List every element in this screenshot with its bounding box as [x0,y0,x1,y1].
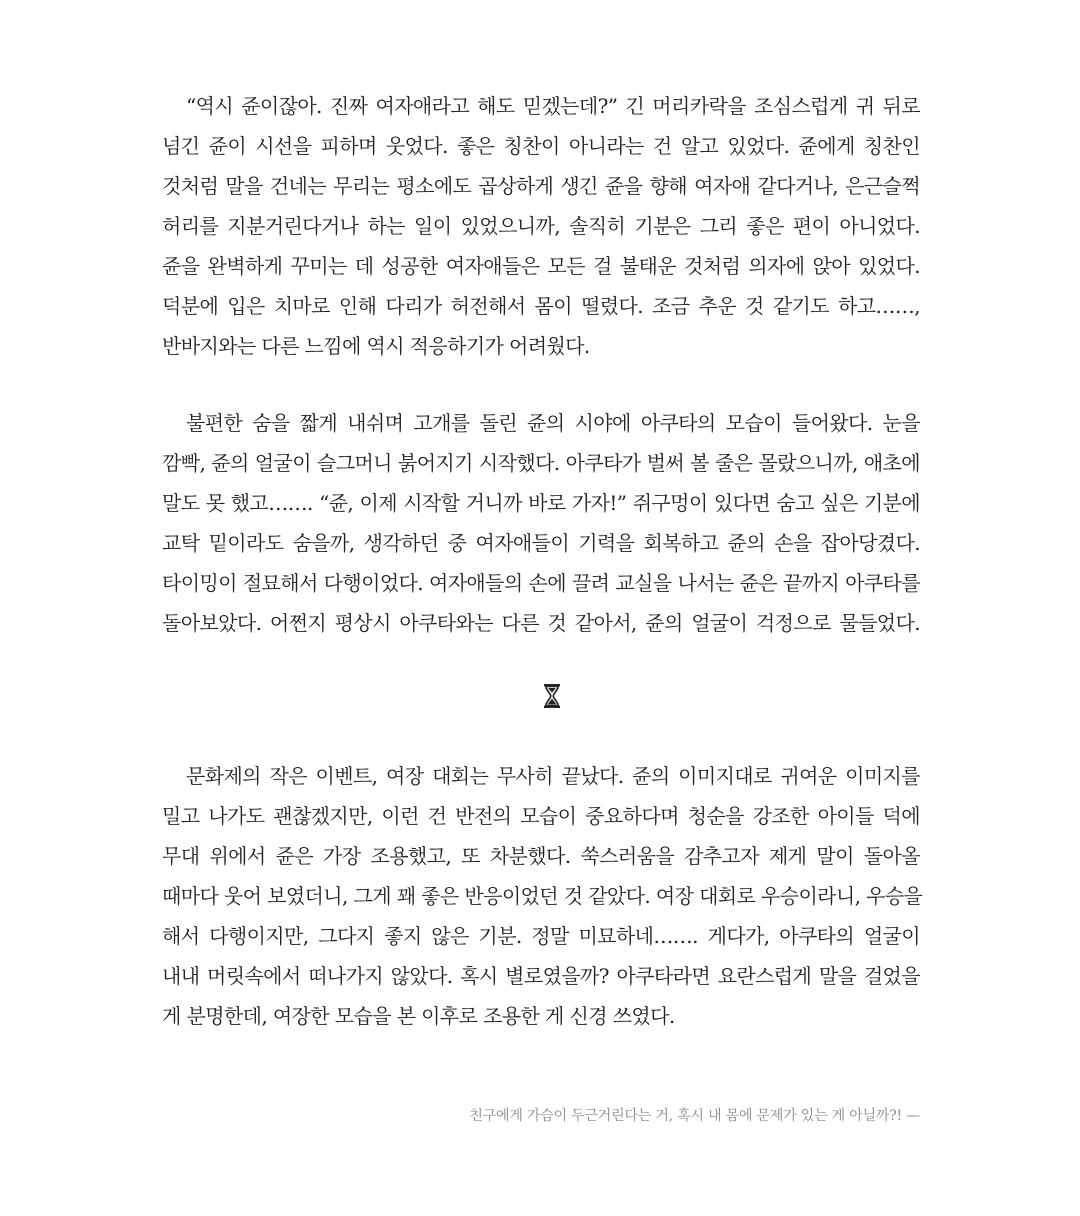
paragraph-line: 문화제의 작은 이벤트, 여장 대회는 무사히 끝났다. 쥰의 이미지대로 귀여운 이미지를 [186,764,920,788]
paragraph-line: 반바지와는 다른 느낌에 역시 적응하기가 어려웠다. [162,334,590,358]
paragraph-line: 덕분에 입은 치마로 인해 다리가 허전해서 몸이 떨렸다. 조금 추운 것 같기도 하고……, [162,294,920,318]
hourglass-icon [542,683,562,709]
paragraph-1 [162,86,920,366]
paragraph-line: 돌아보았다. 어쩐지 평상시 아쿠타와는 다른 것 같아서, 쥰의 얼굴이 걱정으로 물들었다. [162,611,920,635]
running-footer-title: 친구에게 가슴이 두근거린다는 거, 혹시 내 몸에 문제가 있는 게 아닐까?! — [469,1108,920,1124]
paragraph-line: 넘긴 쥰이 시선을 피하며 웃었다. 좋은 칭찬이 아니라는 건 알고 있었다. 쥰에게 칭찬인 [162,134,920,158]
paragraph-line: 무대 위에서 쥰은 가장 조용했고, 또 차분했다. 쑥스러움을 감추고자 제게 말이 돌아올 [162,844,920,868]
paragraph-line: 내내 머릿속에서 떠나가지 않았다. 혹시 별로였을까? 아쿠타라면 요란스럽게 말을 걸었을 [162,964,920,988]
paragraph-line: “역시 쥰이잖아. 진짜 여자애라고 해도 믿겠는데?” 긴 머리카락을 조심스럽게 귀 뒤로 [186,94,920,118]
paragraph-line: 때마다 웃어 보였더니, 그게 꽤 좋은 반응이었던 것 같았다. 여장 대회로 우승이라니, 우승을 [162,884,923,908]
paragraph-line: 말도 못 했고……. “쥰, 이제 시작할 거니까 바로 가자!” 쥐구멍이 있다면 숨고 싶은 기분에 [162,491,920,515]
paragraph-line: 것처럼 말을 건네는 무리는 평소에도 곱상하게 생긴 쥰을 향해 여자애 같다거나, 은근슬쩍 [162,174,920,198]
paragraph-line: 허리를 지분거린다거나 하는 일이 있었으니까, 솔직히 기분은 그리 좋은 편이 아니었다. [162,214,920,238]
paragraph-line: 해서 다행이지만, 그다지 좋지 않은 기분. 정말 미묘하네……. 게다가, 아쿠타의 얼굴이 [162,924,920,948]
paragraph-3 [162,756,923,1036]
paragraph-line: 불편한 숨을 짧게 내쉬며 고개를 돌린 쥰의 시야에 아쿠타의 모습이 들어왔다. 눈을 [186,411,920,435]
paragraph-line: 교탁 밑이라도 숨을까, 생각하던 중 여자애들이 기력을 회복하고 쥰의 손을 잡아당겼다. [162,531,920,555]
paragraph-line: 타이밍이 절묘해서 다행이었다. 여자애들의 손에 끌려 교실을 나서는 쥰은 끝까지 아쿠타를 [162,571,920,595]
paragraph-line: 쥰을 완벽하게 꾸미는 데 성공한 여자애들은 모든 걸 불태운 것처럼 의자에 앉아 있었다. [162,254,920,278]
paragraph-line: 깜빡, 쥰의 얼굴이 슬그머니 붉어지기 시작했다. 아쿠타가 벌써 볼 줄은 몰랐으니까, 애초에 [162,451,920,475]
paragraph-line: 게 분명한데, 여장한 모습을 본 이후로 조용한 게 신경 쓰였다. [162,1004,675,1028]
paragraph-2 [162,403,920,643]
paragraph-line: 밀고 나가도 괜찮겠지만, 이런 건 반전의 모습이 중요하다며 청순을 강조한 아이들 덕에 [162,804,920,828]
